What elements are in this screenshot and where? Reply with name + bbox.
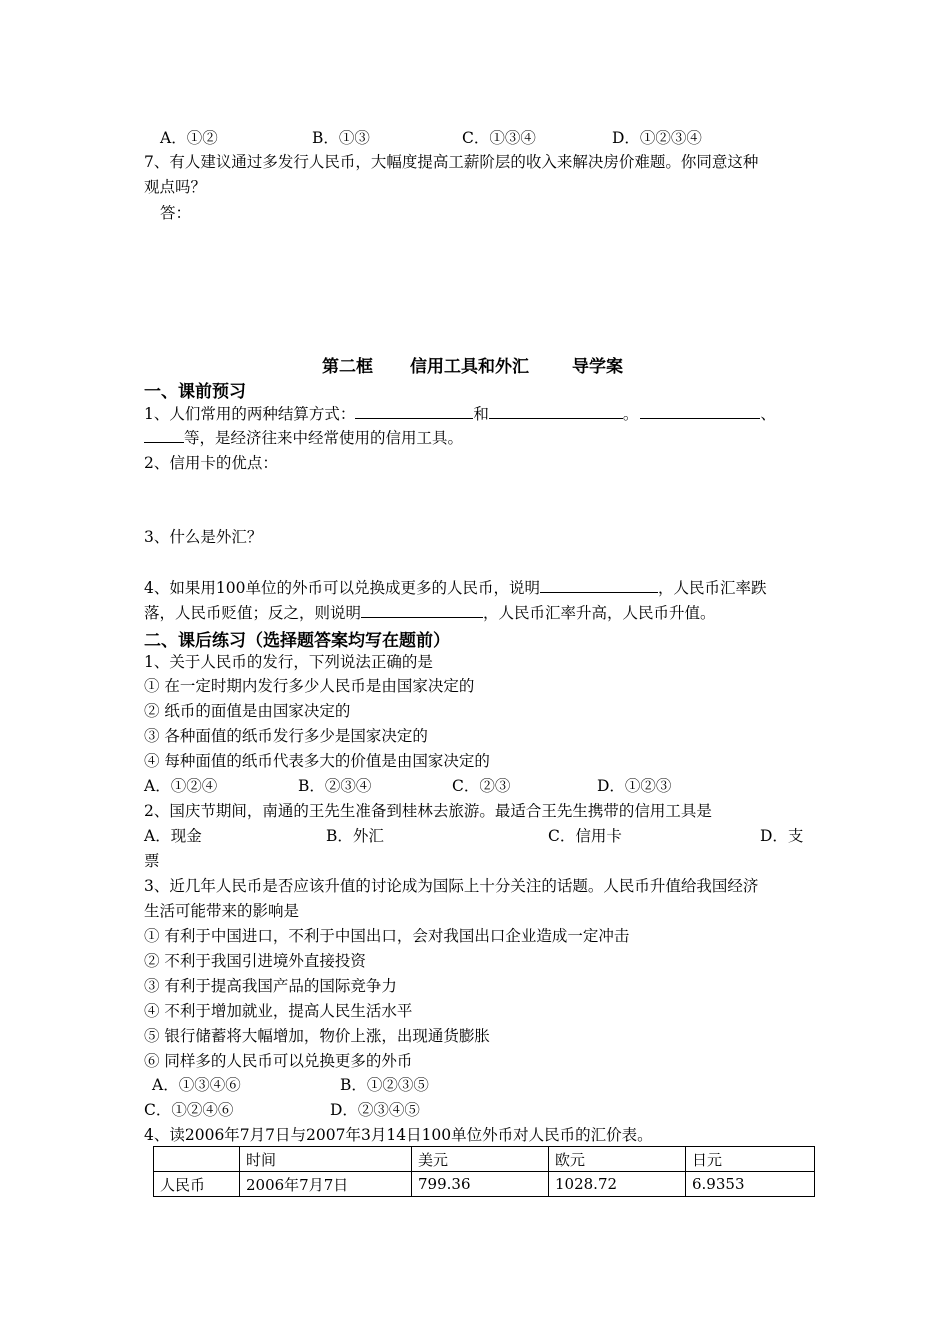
- practice-q2-option-b: B．外汇: [326, 827, 384, 845]
- practice-q2-option-d: D．支: [760, 827, 804, 845]
- practice-q3-option-b: B．①②③⑤: [340, 1076, 429, 1094]
- table-cell: 2006年7月7日: [240, 1172, 412, 1197]
- practice-q2-option-a: A．现金: [144, 827, 202, 845]
- practice-q3-statement-1: ① 有利于中国进口，不利于中国出口，会对我国出口企业造成一定冲击: [144, 927, 630, 945]
- section-preview-heading: 一、课前预习: [144, 382, 246, 402]
- preview-question-1: [144, 403, 776, 424]
- blank-line: [489, 403, 623, 419]
- top-option-c: C．①③④: [462, 129, 536, 147]
- table-header-cell: 日元: [686, 1147, 815, 1172]
- title-part2: 信用工具和外汇: [410, 357, 529, 377]
- practice-q2-option-d-cont: 票: [144, 852, 160, 870]
- preview-question-4-line2: [144, 602, 716, 623]
- table-header-cell: [154, 1147, 240, 1172]
- practice-q3-option-d: D．②③④⑤: [330, 1101, 420, 1119]
- blank-line: [144, 427, 184, 443]
- practice-q3-statement-2: ② 不利于我国引进境外直接投资: [144, 952, 366, 970]
- practice-q3-option-c: C．①②④⑥: [144, 1101, 234, 1119]
- preview-q1-text-e: 等，是经济往来中经常使用的信用工具。: [184, 429, 464, 447]
- practice-question-3-line2: 生活可能带来的影响是: [144, 902, 300, 920]
- question-7-line1: 7、有人建议通过多发行人民币，大幅度提高工薪阶层的收入来解决房价难题。你同意这种: [144, 153, 759, 171]
- title-part3: 导学案: [572, 357, 623, 377]
- practice-question-4: 4、读2006年7月7日与2007年3月14日100单位外币对人民币的汇价表。: [144, 1126, 653, 1144]
- preview-q1-text-d: 、: [760, 405, 776, 423]
- table-row: [154, 1172, 815, 1197]
- table-cell: 6.9353: [686, 1172, 815, 1197]
- table-cell: 人民币: [154, 1172, 240, 1197]
- section-practice-heading: 二、课后练习（选择题答案均写在题前）: [144, 631, 450, 651]
- preview-question-3: 3、什么是外汇？: [144, 528, 263, 546]
- preview-q1-text-c: 。: [622, 405, 639, 423]
- practice-q3-statement-5: ⑤ 银行储蓄将大幅增加，物价上涨，出现通货膨胀: [144, 1027, 490, 1045]
- table-header-cell: 时间: [240, 1147, 412, 1172]
- table-cell: 1028.72: [549, 1172, 686, 1197]
- practice-q2-option-c: C．信用卡: [548, 827, 622, 845]
- practice-q3-statement-3: ③ 有利于提高我国产品的国际竞争力: [144, 977, 397, 995]
- table-header-cell: 美元: [412, 1147, 549, 1172]
- answer-label: 答：: [160, 204, 192, 222]
- preview-question-4-line1: [144, 577, 766, 598]
- practice-q1-option-b: B．②③④: [298, 777, 372, 795]
- practice-q1-statement-1: ① 在一定时期内发行多少人民币是由国家决定的: [144, 677, 475, 695]
- preview-question-1-cont: [144, 427, 463, 448]
- table-header-row: [154, 1147, 815, 1172]
- preview-q1-text-b: 和: [473, 405, 489, 423]
- practice-q3-statement-6: ⑥ 同样多的人民币可以兑换更多的外币: [144, 1052, 413, 1070]
- practice-question-2: 2、国庆节期间，南通的王先生准备到桂林去旅游。最适合王先生携带的信用工具是: [144, 802, 712, 820]
- practice-q1-statement-3: ③ 各种面值的纸币发行多少是国家决定的: [144, 727, 428, 745]
- practice-q1-option-a: A．①②④: [144, 777, 218, 795]
- title-part1: 第二框: [322, 357, 373, 377]
- preview-q4-text-c: 落，人民币贬值；反之，则说明: [144, 604, 362, 622]
- exchange-rate-table: [153, 1146, 815, 1197]
- question-7-line2: 观点吗？: [144, 178, 207, 196]
- table-cell: 799.36: [412, 1172, 549, 1197]
- practice-q3-statement-4: ④ 不利于增加就业，提高人民生活水平: [144, 1002, 413, 1020]
- blank-line: [355, 403, 473, 419]
- top-option-a: A．①②: [160, 129, 218, 147]
- practice-q1-statement-4: ④ 每种面值的纸币代表多大的价值是由国家决定的: [144, 752, 490, 770]
- blank-line: [640, 403, 760, 419]
- preview-q4-text-d: ，人民币汇率升高，人民币升值。: [483, 604, 716, 622]
- table-header-cell: 欧元: [549, 1147, 686, 1172]
- preview-q4-text-a: 4、如果用100单位的外币可以兑换成更多的人民币，说明: [144, 579, 540, 597]
- practice-q1-option-d: D．①②③: [597, 777, 672, 795]
- practice-question-1: 1、关于人民币的发行，下列说法正确的是: [144, 653, 433, 671]
- preview-q4-text-b: ，人民币汇率跌: [657, 579, 767, 597]
- preview-q1-text-a: 1、人们常用的两种结算方式：: [144, 405, 356, 423]
- top-option-b: B．①③: [312, 129, 370, 147]
- blank-line: [540, 577, 658, 593]
- practice-q3-option-a: A．①③④⑥: [152, 1076, 241, 1094]
- practice-q1-statement-2: ② 纸币的面值是由国家决定的: [144, 702, 351, 720]
- preview-question-2: 2、信用卡的优点：: [144, 454, 278, 472]
- blank-line: [361, 602, 483, 618]
- practice-q1-option-c: C．②③: [452, 777, 511, 795]
- top-option-d: D．①②③④: [612, 129, 702, 147]
- practice-question-3-line1: 3、近几年人民币是否应该升值的讨论成为国际上十分关注的话题。人民币升值给我国经济: [144, 877, 759, 895]
